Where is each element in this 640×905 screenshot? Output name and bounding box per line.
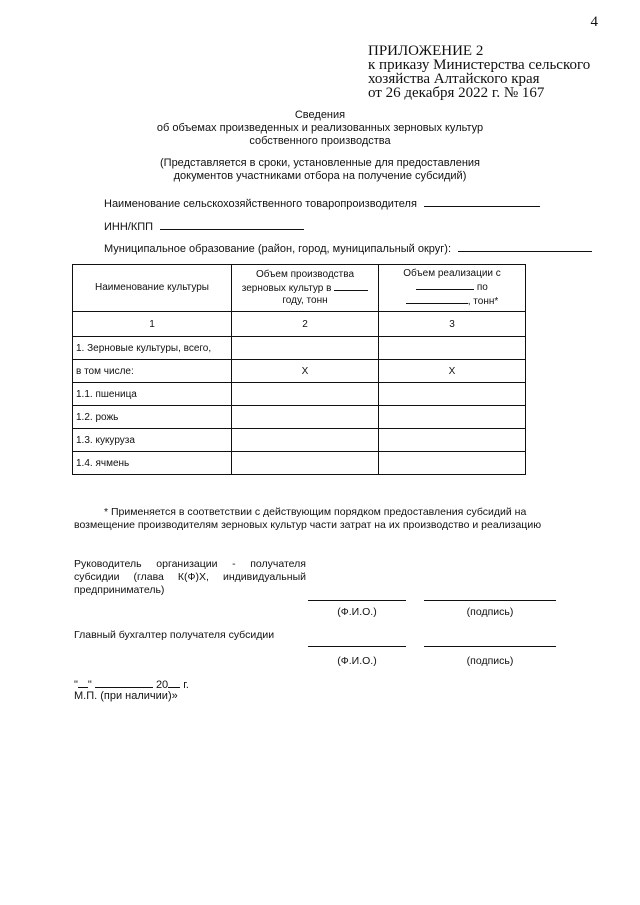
row-production-cell[interactable] (232, 406, 379, 429)
date-year-suffix: г. (183, 679, 189, 691)
sales-from-blank[interactable] (416, 280, 474, 290)
footnote-line-2: возмещение производителям зерновых культур части затрат на их производство и реализацию (74, 519, 542, 531)
submission-note-line-2: документов участниками отбора на получение субсидий) (173, 170, 467, 182)
date-year-blank[interactable] (168, 677, 180, 688)
row-sales-cell[interactable] (379, 406, 526, 429)
head-signatory-label (74, 558, 306, 597)
heading-line-3: собственного производства (249, 135, 391, 147)
footnote (74, 506, 594, 532)
row-name: 1.2. рожь (73, 406, 232, 429)
head-line-3: предприниматель) (74, 584, 165, 596)
inn-kpp-field (104, 219, 304, 233)
submission-note-line-1: (Представляется в сроки, установленные для предоставления (160, 157, 480, 169)
date-quote-close: " (87, 679, 92, 691)
crops-table (72, 264, 526, 475)
row-production-cell: Х (232, 360, 379, 383)
row-production-cell[interactable] (232, 383, 379, 406)
table-row (73, 383, 526, 406)
appendix-line-3: от 26 декабря 2022 г. № 167 (368, 85, 545, 101)
date-day-blank[interactable] (78, 677, 88, 688)
head-signature-caption: (подпись) (466, 606, 514, 618)
municipality-field (104, 241, 592, 255)
table-row (73, 406, 526, 429)
row-sales-cell[interactable] (379, 452, 526, 475)
head-signature-line[interactable] (424, 600, 556, 601)
document-heading (0, 109, 640, 148)
column-number-1: 1 (73, 312, 232, 337)
row-name: 1. Зерновые культуры, всего, (73, 337, 232, 360)
date-field (74, 677, 189, 691)
row-sales-cell[interactable] (379, 429, 526, 452)
submission-note (0, 157, 640, 183)
table-row (73, 337, 526, 360)
header-sales-line-3: , тонн* (382, 294, 522, 308)
appendix-header (368, 44, 590, 100)
footnote-line-1: * Применяется в соответствии с действующим порядком предоставления субсидий на (104, 506, 527, 518)
row-production-cell[interactable] (232, 337, 379, 360)
head-fio-line[interactable] (308, 600, 406, 601)
header-sales-tons: тонн* (473, 296, 499, 307)
header-production-line-1: Объем производства (255, 269, 355, 280)
production-year-blank[interactable] (334, 281, 368, 291)
header-production (232, 265, 379, 312)
head-line-2: субсидии (глава К(Ф)Х, индивидуальный (74, 571, 306, 583)
municipality-label: Муниципальное образование (район, город, муниципальный округ): (104, 243, 452, 255)
page-number: 4 (590, 14, 598, 30)
row-name: 1.4. ячмень (73, 452, 232, 475)
table-row (73, 429, 526, 452)
head-fio-caption: (Ф.И.О.) (337, 606, 377, 618)
header-crop-name (73, 265, 232, 312)
table-row (73, 360, 526, 383)
heading-line-2: об объемах произведенных и реализованных зерновых культур (156, 122, 484, 134)
header-crop-name-text: Наименование культуры (95, 282, 209, 293)
head-line-1: Руководитель организации - получателя (74, 558, 306, 570)
accountant-signature-line[interactable] (424, 646, 556, 647)
appendix-title: ПРИЛОЖЕНИЕ 2 (368, 43, 484, 59)
date-month-blank[interactable] (95, 677, 153, 688)
header-sales-line-1: Объем реализации с (403, 268, 501, 279)
accountant-signature-caption: (подпись) (466, 655, 514, 667)
accountant-fio-line[interactable] (308, 646, 406, 647)
producer-name-label: Наименование сельскохозяйственного товаропроизводителя (104, 198, 417, 210)
accountant-fio-caption: (Ф.И.О.) (337, 655, 377, 667)
table-row (73, 452, 526, 475)
inn-kpp-label: ИНН/КПП (104, 221, 154, 233)
appendix-line-1: к приказу Министерства сельского (368, 57, 591, 73)
column-number-3: 3 (379, 312, 526, 337)
producer-name-field (104, 196, 540, 210)
inn-kpp-blank[interactable] (160, 219, 304, 230)
date-quote-open: " (74, 679, 78, 691)
row-sales-cell[interactable] (379, 383, 526, 406)
row-name: в том числе: (73, 360, 232, 383)
column-number-row (73, 312, 526, 337)
column-number-2: 2 (232, 312, 379, 337)
appendix-line-2: хозяйства Алтайского края (368, 71, 540, 87)
header-production-line-3: году, тонн (282, 295, 328, 306)
row-production-cell[interactable] (232, 452, 379, 475)
row-name: 1.3. кукуруза (73, 429, 232, 452)
stamp-label: М.П. (при наличии)» (74, 690, 178, 702)
municipality-blank[interactable] (458, 241, 592, 252)
date-year-prefix: 20 (155, 679, 169, 691)
header-production-line-2 (235, 281, 375, 295)
row-sales-cell: Х (379, 360, 526, 383)
accountant-label: Главный бухгалтер получателя субсидии (74, 629, 275, 641)
sales-to-blank[interactable] (406, 294, 468, 304)
row-sales-cell[interactable] (379, 337, 526, 360)
header-sales-po: по (476, 282, 488, 293)
row-production-cell[interactable] (232, 429, 379, 452)
header-sales-line-2 (382, 280, 522, 294)
header-production-line-2-text: зерновых культур в (241, 283, 332, 294)
table-header-row (73, 265, 526, 312)
heading-line-1: Сведения (294, 109, 346, 121)
header-sales (379, 265, 526, 312)
row-name: 1.1. пшеница (73, 383, 232, 406)
producer-name-blank[interactable] (424, 196, 540, 207)
